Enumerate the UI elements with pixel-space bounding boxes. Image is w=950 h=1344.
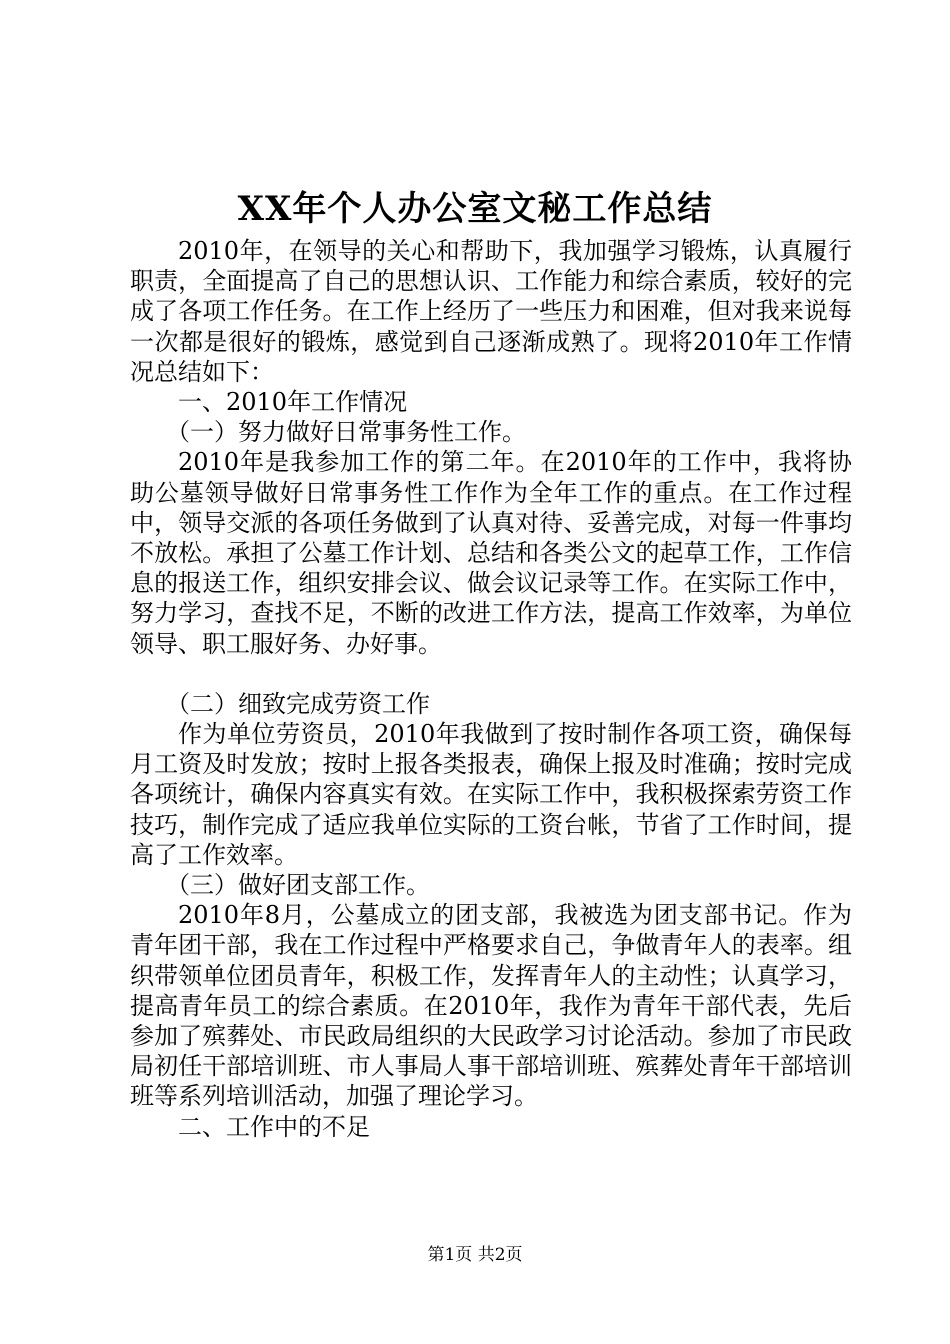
subsection-heading-2: （二）细致完成劳资工作 bbox=[166, 689, 430, 718]
section-heading-1: 一、2010年工作情况 bbox=[178, 388, 408, 417]
document-title: XX年个人办公室文秘工作总结 bbox=[237, 189, 713, 229]
body-paragraph: 2010年8月，公墓成立的团支部，我被选为团支部书记。作为青年团干部，我在工作过程中严格要求自己，争做青年人的表率。组织带领单位团员青年，积极工作，发挥青年人的主动性；认真学习，提高青年员工的综合素质。在2010年，我作为青年干部代表，先后参加了殡葬处、市民政局组织的大民政学习讨论活动。参加了市民政局初任干部培训班、市人事局人事干部培训班、殡葬处青年干部培训班等系列培训活动，加强了理论学习。 bbox=[130, 901, 852, 1111]
body-paragraph: 2010年是我参加工作的第二年。在2010年的工作中，我将协助公墓领导做好日常事务性工作作为全年工作的重点。在工作过程中，领导交派的各项任务做到了认真对待、妥善完成，对每一件事均不放松。承担了公墓工作计划、总结和各类公文的起草工作，工作信息的报送工作，组织安排会议、做会议记录等工作。在实际工作中，努力学习，查找不足，不断的改进工作方法，提高工作效率，为单位领导、职工服好务、办好事。 bbox=[130, 448, 852, 658]
section-heading-2: 二、工作中的不足 bbox=[178, 1112, 370, 1141]
intro-paragraph: 2010年，在领导的关心和帮助下，我加强学习锻炼，认真履行职责，全面提高了自己的思想认识、工作能力和综合素质，较好的完成了各项工作任务。在工作上经历了一些压力和困难，但对我来说每一次都是很好的锻炼，感觉到自己逐渐成熟了。现将2010年工作情况总结如下： bbox=[130, 237, 852, 386]
body-paragraph: 作为单位劳资员，2010年我做到了按时制作各项工资，确保每月工资及时发放；按时上报各类报表，确保上报及时准确；按时完成各项统计，确保内容真实有效。在实际工作中，我积极探索劳资工作技巧，制作完成了适应我单位实际的工资台帐，节省了工作时间，提高了工作效率。 bbox=[130, 720, 852, 869]
subsection-heading-1: （一）努力做好日常事务性工作。 bbox=[166, 418, 526, 447]
page-number-footer: 第1页 共2页 bbox=[427, 1245, 523, 1265]
document-body bbox=[130, 236, 852, 1142]
subsection-heading-3: （三）做好团支部工作。 bbox=[166, 871, 430, 900]
